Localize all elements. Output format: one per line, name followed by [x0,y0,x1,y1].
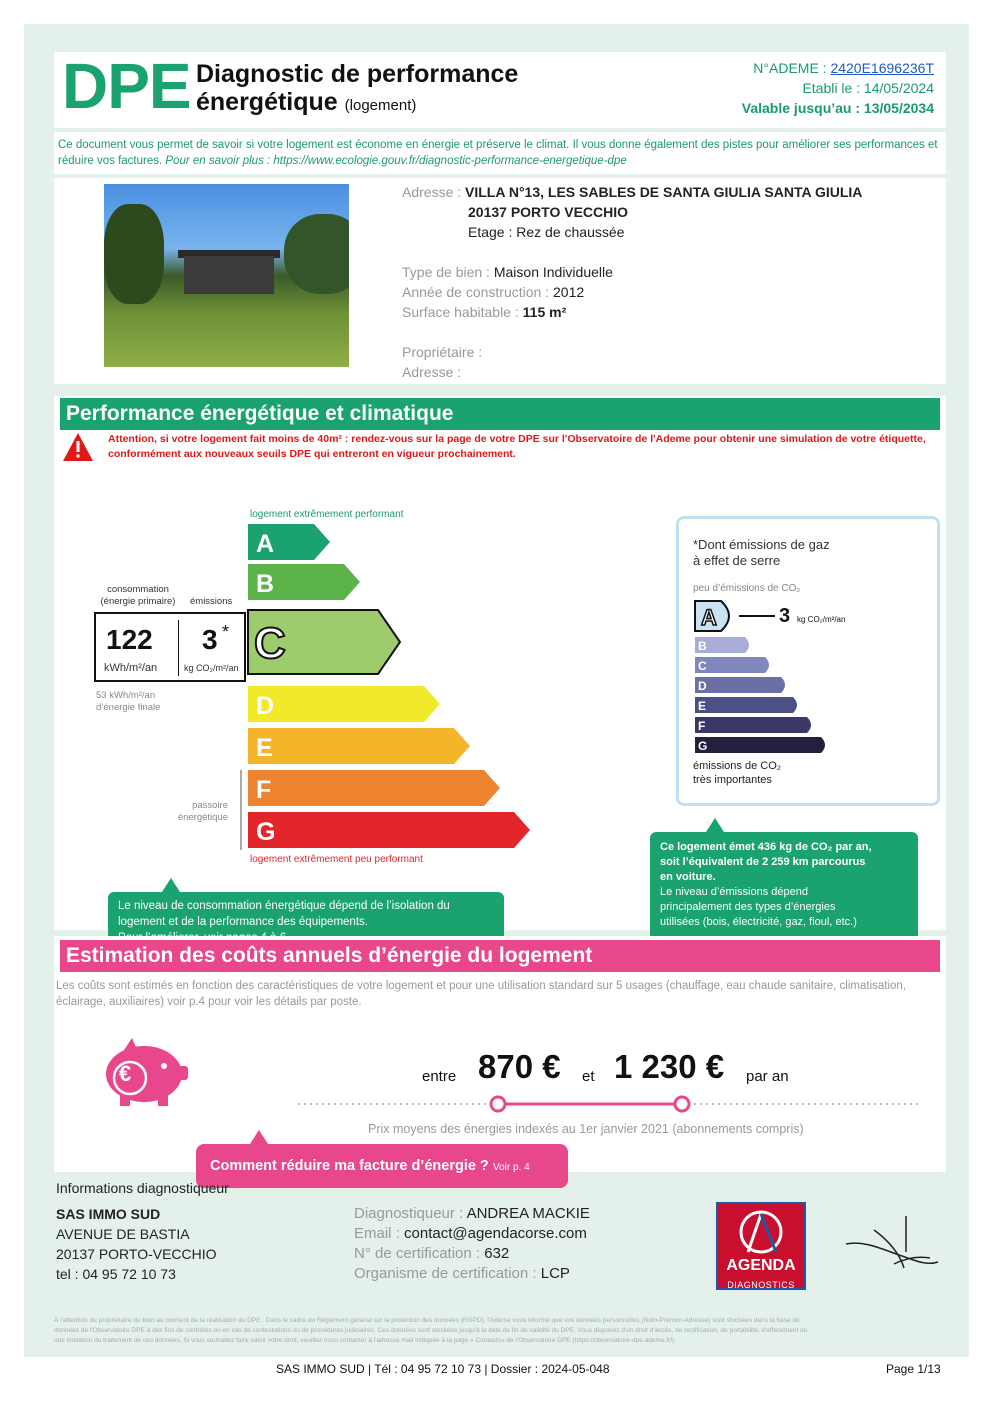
ges-bar-D [695,677,785,693]
signature [844,1210,946,1280]
diag-name: ANDREA MACKIE [466,1205,590,1222]
final-energy [96,690,160,714]
type-label: Type de bien : [402,264,490,280]
ges-bar-E [695,697,797,713]
address-label: Adresse : [402,184,462,200]
page-title-line1: Diagnostic de performance [196,60,519,88]
consumption-divider [178,620,179,676]
page-title-suffix: (logement) [344,97,417,114]
bar-E [248,728,470,764]
page-title-line2 [196,88,416,120]
footer-page-number: Page 1/13 [886,1362,941,1376]
costs-intro-line2: éclairage, auxiliaires) voir p.4 pour voir les détails par poste. [56,996,362,1008]
performance-title: Performance énergétique et climatique [60,398,940,430]
svg-text:A: A [256,530,275,558]
final-energy-line1: 53 kWh/m²/an [96,690,156,701]
intro-text [54,132,946,174]
address-line2: 20137 PORTO VECCHIO [468,204,629,220]
compass-icon [718,1206,804,1258]
diag-tel: tel : 04 95 72 10 73 [56,1266,176,1282]
bar-F [248,770,500,806]
bar-A [248,524,330,560]
photo-tree-right [284,214,349,294]
footer-info: SAS IMMO SUD | Tél : 04 95 72 10 73 | Dossier : 2024-05-048 [276,1362,610,1376]
ademe-number-link[interactable]: 2420E1696236T [830,60,934,76]
bottom-scale-label: logement extrêmement peu performant [250,854,423,865]
cost-button-pointer [250,1130,268,1144]
svg-text:A: A [701,605,717,630]
ges-callout-bold2: soit l’équivalent de 2 259 km parcourus [660,856,866,868]
diag-city: 20137 PORTO-VECCHIO [56,1246,217,1262]
diag-email[interactable]: contact@agendacorse.com [404,1225,587,1242]
property-section [54,178,946,384]
svg-text:D: D [698,679,707,693]
photo-tree-left [104,204,164,304]
diag-company: SAS IMMO SUD [56,1206,161,1222]
warning-line2: conformément aux nouveaux seuils DPE qui entreront en vigueur prochainement. [108,448,516,460]
ges-callout-line3: utilisées (bois, électricité, gaz, fioul, etc.) [660,916,857,928]
ges-bar-G [695,737,825,753]
diag-details [354,1204,590,1284]
cost-note: Prix moyens des énergies indexés au 1er janvier 2021 (abonnements compris) [368,1122,804,1136]
agenda-logo [716,1202,806,1290]
property-details [402,182,862,382]
performance-section [54,396,946,930]
svg-text:D: D [256,692,275,720]
passoire-line2: énergétique [177,812,228,823]
ges-bar-B [695,637,749,653]
intro-main: Ce document vous permet de savoir si votre logement est économe en énergie et préserve le climat. Il vous donne également des pistes pour améliorer ses performances et réduire vos factures. [58,139,938,167]
energy-callout-line1: Le niveau de consommation énergétique dépend de l’isolation du [118,900,450,912]
bar-G [248,812,530,848]
bar-C [248,610,400,674]
ges-card [676,516,940,806]
valid-until-date: Valable jusqu’au : 13/05/2034 [741,100,934,116]
cost-range-line [298,1094,922,1114]
ges-scale [693,599,933,769]
emissions-unit: kg CO₂/m²/an [184,663,239,673]
warning-text [108,432,948,462]
type-value: Maison Individuelle [493,264,613,280]
passoire-line1: passoire [192,800,228,811]
ges-callout [650,832,918,944]
diagnostician-section [54,1176,946,1312]
header [54,52,946,128]
intro-more-link[interactable]: Pour en savoir plus : https://www.ecologie.gouv.fr/diagnostic-performance-energetique-dpe [165,155,627,167]
energy-callout-line2: logement et de la performance des équipements. [118,916,368,928]
diag-name-label: Diagnostiqueur : [354,1205,464,1222]
svg-text:G: G [698,739,708,753]
diag-cert-label: N° de certification : [354,1245,481,1262]
costs-intro [56,978,946,1010]
legal-line3: une limitation du traitement de ces données. Si vous souhaitez faire valoir votre droit, veuillez nous contacter à l'adresse mail indiquée à la page « Contacts» de l'Observatoire DPE (https://observatoire-dpe.ademe.fr/). [54,1337,677,1344]
cost-per-year: par an [746,1068,789,1085]
owner-label: Propriétaire : [402,344,483,360]
diag-street: AVENUE DE BASTIA [56,1226,190,1242]
agenda-logo-line2: DIAGNOSTICS [727,1280,795,1290]
diag-title: Informations diagnostiqueur [56,1180,229,1196]
ges-title-line2: à effet de serre [693,553,781,568]
legal-notice [54,1316,946,1346]
svg-text:G: G [256,818,276,846]
floor: Etage : Rez de chaussée [468,224,625,240]
agenda-logo-line1: AGENDA [726,1257,796,1274]
cost-entre: entre [422,1068,457,1085]
ges-title [693,537,830,569]
ademe-label: N°ADEME : [753,60,827,76]
address-line1: VILLA N°13, LES SABLES DE SANTA GIULIA SANTA GIULIA [465,184,863,200]
ges-bar-C [695,657,769,673]
ges-bar-F [695,717,811,733]
svg-text:C: C [254,619,286,668]
ges-bottom-line2: très importantes [693,774,772,786]
photo-house [184,256,274,294]
cost-min: 870 € [478,1048,561,1085]
passoire-bracket [240,770,244,850]
ges-value: 3 [779,605,791,627]
costs-section [54,936,946,1172]
ges-callout-pointer [706,818,724,832]
reduce-bill-label: Comment réduire ma facture d’énergie ? [210,1158,489,1174]
header-meta [742,58,934,118]
cost-et: et [582,1068,595,1085]
surface-label: Surface habitable : [402,304,519,320]
piggy-bank-icon [94,1036,190,1108]
ges-callout-bold1: Ce logement émet 436 kg de CO₂ par an, [660,841,872,853]
svg-text:E: E [256,734,273,762]
svg-text:F: F [256,776,272,804]
surface-value: 115 m² [522,304,567,320]
page-title-main: énergétique [196,88,338,116]
ges-callout-line2: principalement des types d’énergies [660,901,836,913]
year-value: 2012 [553,284,585,300]
passoire-label [176,800,228,824]
dpe-logo: DPE [62,50,191,122]
cost-max: 1 230 € [614,1048,725,1085]
diag-cert: 632 [484,1245,510,1262]
legal-line2: données de l'Observatoire DPE à des fins de contrôles ou en cas de contestations ou de procédures judiciaires. Ces données sont stockées jusqu'à la date de fin de validité du DPE. Vous disposez d'un droit d'accès, de rectification, de portabilité, d'effacement ou [54,1327,808,1334]
energy-callout-pointer [162,878,180,892]
ges-top-label: peu d’émissions de CO₂ [693,583,801,594]
costs-intro-line1: Les coûts sont estimés en fonction des caractéristiques de votre logement et pour une utilisation standard sur 5 usages (chauffage, eau chaude sanitaire, climatisation, [56,980,907,992]
energy-scale [244,522,544,852]
warning-line1: Attention, si votre logement fait moins de 40m² : rendez-vous sur la page de votre DPE sur l'Observatoire de l'Ademe pour obtenir une simulation de votre étiquette, [108,433,926,445]
legal-line1: À l'attention du propriétaire du bien au moment de la réalisation du DPE : Dans le cadre du Règlement général sur la protection des données (RGPD), l'Ademe vous informe que vos données personnelles (Nom-Prénom-Adresse) sont stockées dans la base de [54,1317,800,1324]
diag-org: LCP [540,1265,570,1282]
consumption-label-text: consommation [107,584,169,595]
warning-icon [62,432,94,462]
consumption-label [96,584,180,608]
reduce-bill-ref: Voir p. 4 [492,1162,530,1173]
ges-callout-bold3: en voiture. [660,871,716,883]
final-energy-line2: d’énergie finale [96,702,161,713]
year-label: Année de construction : [402,284,550,300]
ges-callout-line1: Le niveau d’émissions dépend [660,886,808,898]
svg-text:B: B [256,570,275,598]
top-scale-label: logement extrêmement performant [250,509,404,520]
svg-text:B: B [698,639,707,653]
ges-bottom-label [693,759,781,787]
svg-text:E: E [698,699,707,713]
svg-text:F: F [698,719,706,733]
emissions-label: émissions [190,596,233,607]
diag-org-label: Organisme de certification : [354,1265,537,1282]
diag-company-block [56,1204,217,1284]
ges-bar-A [695,601,729,631]
consumption-unit: kWh/m²/an [104,662,158,674]
ges-title-line1: *Dont émissions de gaz [693,537,830,552]
costs-title: Estimation des coûts annuels d’énergie du logement [60,940,940,972]
consumption-value: 122 [106,624,153,655]
emissions-star: * [222,622,230,642]
svg-text:C: C [698,659,707,673]
consumption-sub: (énergie primaire) [100,596,176,607]
property-photo [104,184,349,367]
established-date: Etabli le : 14/05/2024 [802,80,934,96]
bar-B [248,564,360,600]
diag-email-label: Email : [354,1225,400,1242]
consumption-box [94,612,246,682]
document-page [24,24,969,1357]
owner-address-label: Adresse : [402,364,462,380]
piggy-euro-symbol: € [119,1061,132,1086]
emissions-value: 3 [202,624,218,655]
ges-bottom-line1: émissions de CO₂ [693,760,782,772]
bar-D [248,686,440,722]
ges-unit: kg CO₂/m²/an [797,615,846,624]
